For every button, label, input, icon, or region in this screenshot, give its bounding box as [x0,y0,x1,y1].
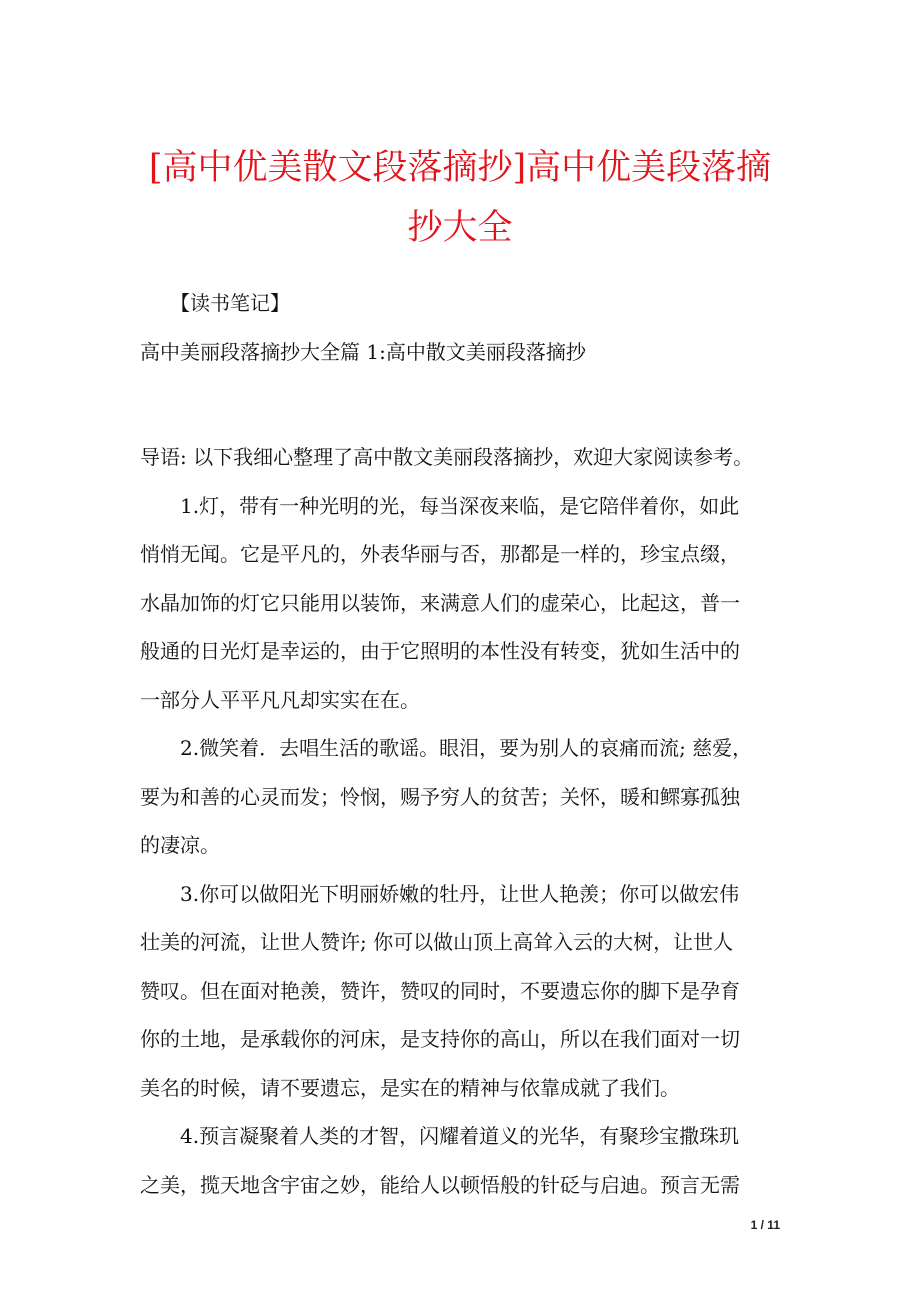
paragraph-2 [140,724,783,870]
paragraph-4 [140,1112,783,1209]
title-line-2: 抄大全 [407,208,513,248]
paragraph-1 [140,482,783,725]
paragraph-line: 要为和善的心灵而发；怜悯，赐予穷人的贫苦；关怀，暖和鳏寡孤独 [140,784,740,809]
paragraph-line: 1.灯，带有一种光明的光，每当深夜来临，是它陪伴着你，如此 [180,493,740,518]
paragraph-line: 4.预言凝聚着人类的才智，闪耀着道义的光华，有聚珍宝撒珠玑 [180,1124,740,1148]
section-subheading: 高中美丽段落摘抄大全篇 1:高中散文美丽段落摘抄 [140,340,586,364]
page-number: 1 / 11 [750,1218,780,1232]
paragraph-line: 你的土地，是承载你的河床，是支持你的高山，所以在我们面对一切 [140,1027,740,1051]
paragraph-line: 般通的日光灯是幸运的，由于它照明的本性没有转变，犹如生活中的 [140,639,740,663]
paragraph-line: 壮美的河流，让世人赞许; 你可以做山顶上高耸入云的大树，让世人 [140,930,734,954]
document-title [140,138,780,258]
intro-line: 导语: 以下我细心整理了高中散文美丽段落摘抄，欢迎大家阅读参考。 [140,445,754,469]
paragraph-3 [140,870,783,1113]
paragraph-line: 2.微笑着．去唱生活的歌谣。眼泪，要为别人的哀痛而流; 慈爱， [180,736,753,760]
paragraph-line: 3.你可以做阳光下明丽娇嫩的牡丹，让世人艳羡；你可以做宏伟 [180,881,740,906]
paragraph-line: 悄悄无闻。它是平凡的，外表华丽与否，那都是一样的，珍宝点缀， [140,542,740,566]
title-line-1: [高中优美散文段落摘抄]高中优美段落摘 [148,148,772,188]
paragraph-line: 的凄凉。 [140,833,220,857]
paragraph-line: 之美，揽天地含宇宙之妙，能给人以顿悟般的针砭与启迪。预言无需 [140,1172,740,1197]
document-body [140,433,783,1209]
intro-paragraph [140,433,783,482]
paragraph-line: 赞叹。但在面对艳羡，赞许，赞叹的同时，不要遗忘你的脚下是孕育 [140,978,740,1003]
paragraph-line: 一部分人平平凡凡却实实在在。 [140,687,420,712]
paragraph-line: 美名的时候，请不要遗忘，是实在的精神与依靠成就了我们。 [140,1075,680,1100]
paragraph-line: 水晶加饰的灯它只能用以装饰，来满意人们的虚荣心，比起这，普一 [140,590,740,615]
section-label: 【读书笔记】 [170,291,290,315]
